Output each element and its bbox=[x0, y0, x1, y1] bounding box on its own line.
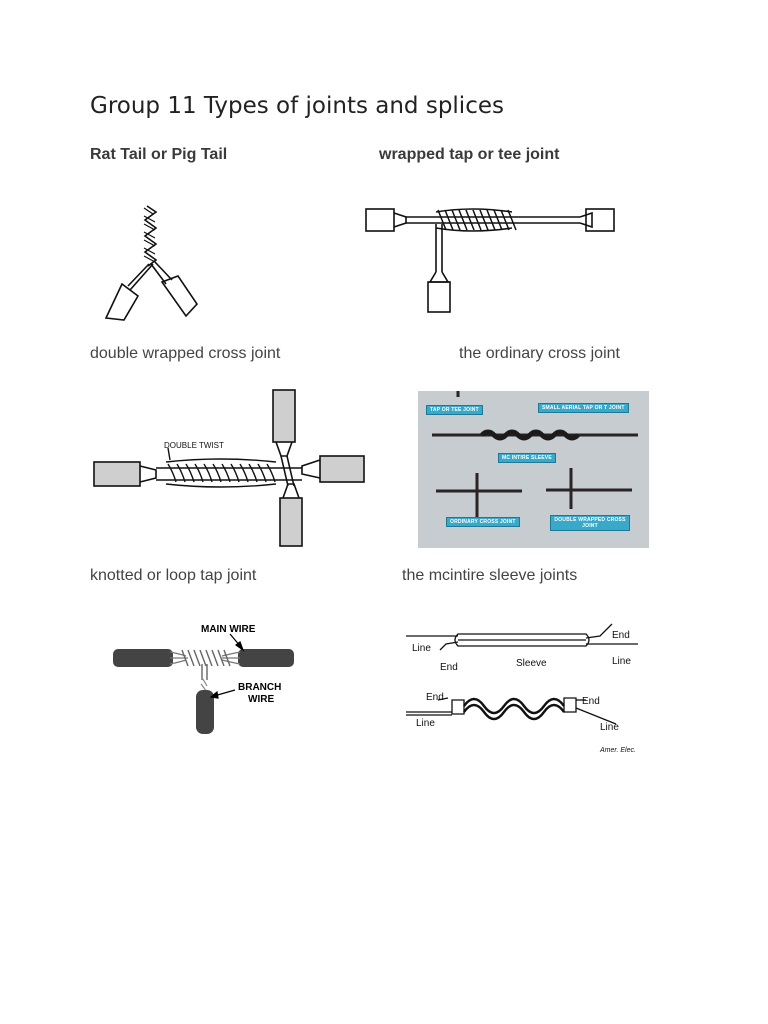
main-wire-label: MAIN WIRE bbox=[201, 624, 256, 635]
branch-wire-label-line2: WIRE bbox=[248, 694, 275, 705]
caption-wrapped-tap: wrapped tap or tee joint bbox=[379, 146, 560, 163]
mcintire-top-end-left: End bbox=[440, 662, 458, 673]
mcintire-top-end-right: End bbox=[612, 630, 630, 641]
page-title: Group 11 Types of joints and splices bbox=[90, 93, 504, 119]
mcintire-top-line-left: Line bbox=[412, 643, 431, 654]
mcintire-bottom-end-left: End bbox=[426, 692, 444, 703]
mcintire-sleeve-label: Sleeve bbox=[516, 658, 547, 669]
caption-ordinary-cross: the ordinary cross joint bbox=[459, 345, 620, 362]
photo-label-double-wrapped: DOUBLE WRAPPED CROSS JOINT bbox=[550, 515, 630, 531]
mcintire-signature: Amer. Elec. bbox=[600, 747, 636, 754]
mcintire-bottom-line-left: Line bbox=[416, 718, 435, 729]
photo-label-mcintire: MC INTIRE SLEEVE bbox=[498, 453, 556, 463]
caption-double-cross: double wrapped cross joint bbox=[90, 345, 281, 362]
joints-board-photo bbox=[418, 391, 649, 548]
caption-mcintire: the mcintire sleeve joints bbox=[402, 567, 578, 584]
double-wrapped-cross-joint-illustration bbox=[90, 388, 370, 550]
caption-rat-tail: Rat Tail or Pig Tail bbox=[90, 146, 228, 163]
photo-label-small-aerial: SMALL AERIAL TAP OR T JOINT bbox=[538, 403, 629, 413]
photo-label-ordinary-cross: ORDINARY CROSS JOINT bbox=[446, 517, 520, 527]
mcintire-top-line-right: Line bbox=[612, 656, 631, 667]
double-twist-label: DOUBLE TWIST bbox=[164, 441, 224, 450]
knotted-loop-tap-joint-illustration bbox=[110, 618, 300, 740]
caption-knotted-loop: knotted or loop tap joint bbox=[90, 567, 257, 584]
branch-wire-label-line1: BRANCH bbox=[238, 682, 282, 693]
mcintire-bottom-end-right: End bbox=[582, 696, 600, 707]
photo-label-tap-or-tee: TAP OR TEE JOINT bbox=[426, 405, 483, 415]
mcintire-sleeve-joints-illustration bbox=[400, 618, 650, 758]
mcintire-bottom-line-right: Line bbox=[600, 722, 619, 733]
rat-tail-joint-illustration bbox=[100, 200, 210, 325]
wrapped-tap-joint-illustration bbox=[360, 200, 620, 320]
